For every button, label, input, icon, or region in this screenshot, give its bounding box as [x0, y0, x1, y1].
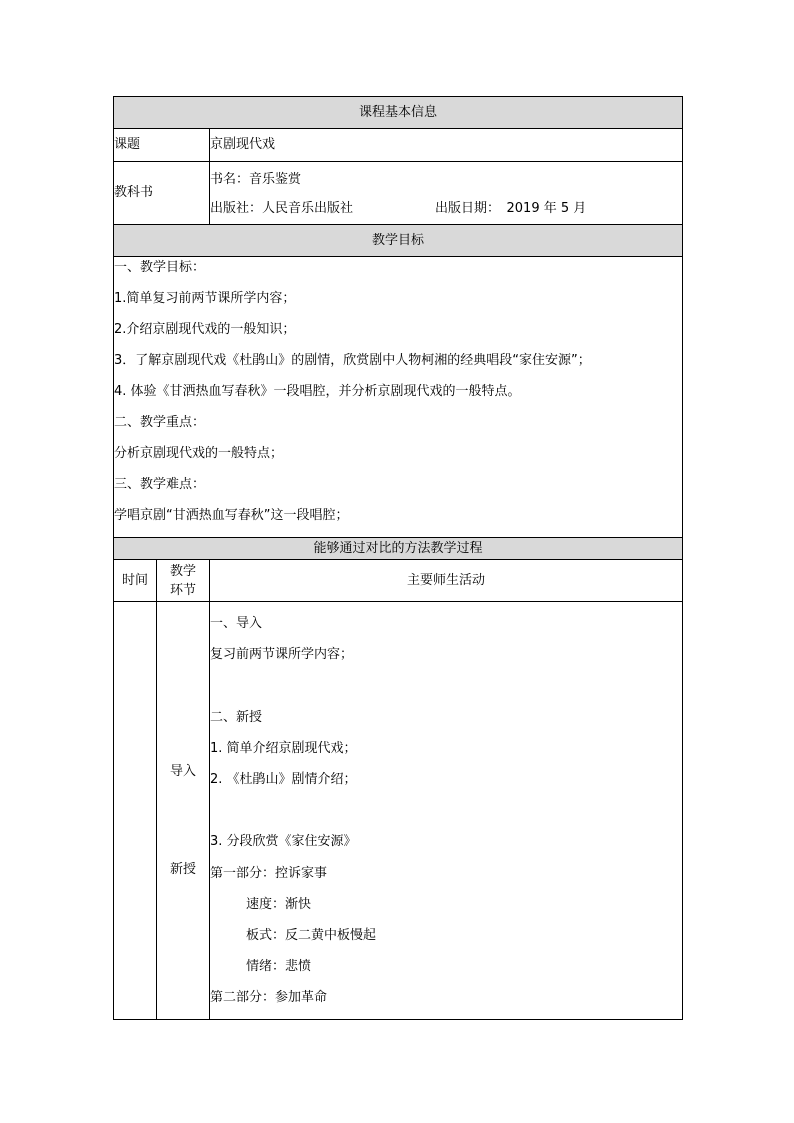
topic-value: 京剧现代戏 [210, 129, 683, 162]
objective-line: 3．了解京剧现代戏《杜鹃山》的剧情，欣赏剧中人物柯湘的经典唱段“家住安源”； [114, 353, 591, 368]
objective-line: 2.介绍京剧现代戏的一般知识； [114, 322, 296, 337]
objectives-header: 教学目标 [114, 225, 683, 257]
activity-blank [210, 801, 682, 832]
activity-line: 第二部分：参加革命 [210, 990, 328, 1006]
lesson-plan-table [113, 96, 683, 1020]
book-name: 书名：音乐鉴赏 [210, 171, 302, 187]
col-activity-header: 主要师生活动 [210, 560, 683, 602]
objectives-row [114, 257, 683, 538]
topic-label: 课题 [114, 129, 210, 162]
publisher: 出版社：人民音乐出版社 [210, 200, 354, 216]
step-new: 新授 [169, 862, 196, 878]
textbook-row [114, 162, 683, 225]
activity-line: 情绪：悲愤 [246, 959, 312, 975]
basic-info-header-row [114, 97, 683, 129]
col-time-header: 时间 [114, 560, 157, 602]
activity-content [210, 602, 682, 1019]
basic-info-header: 课程基本信息 [114, 97, 683, 129]
objective-line: 4. 体验《甘洒热血写春秋》一段唱腔，并分析京剧现代戏的一般特点。 [114, 384, 521, 399]
objective-line: 分析京剧现代戏的一般特点； [114, 446, 284, 461]
topic-row [114, 129, 683, 162]
activity-line: 3. 分段欣赏《家住安源》 [210, 834, 357, 850]
objective-line: 学唱京剧“甘洒热血写春秋”这一段唱腔； [114, 508, 349, 523]
objective-line: 1.简单复习前两节课所学内容； [114, 291, 296, 306]
activity-line: 一、导入 [210, 616, 263, 631]
col-step-label: 教学环节 [169, 563, 196, 598]
activity-cell [210, 602, 683, 1020]
steps-cell [157, 602, 210, 1020]
activity-line: 第一部分：控诉家事 [210, 865, 328, 881]
publish-date: 出版日期： 2019 年 5 月 [435, 200, 587, 216]
step-intro: 导入 [169, 764, 196, 780]
activity-line: 复习前两节课所学内容； [210, 647, 354, 663]
activity-line: 2. 《杜鹃山》剧情介绍； [210, 771, 357, 787]
time-cell [114, 602, 157, 1020]
textbook-details [210, 162, 683, 225]
activity-line: 1. 简单介绍京剧现代戏； [210, 740, 357, 756]
activity-blank [210, 676, 682, 707]
activity-line: 板式：反二黄中板慢起 [246, 927, 377, 943]
objective-line: 二、教学重点： [114, 415, 206, 430]
objectives-header-row [114, 225, 683, 257]
objectives-content [114, 257, 683, 538]
process-header-row [114, 538, 683, 560]
activity-line: 速度：渐快 [246, 896, 312, 912]
process-columns-row [114, 560, 683, 602]
objective-line: 一、教学目标： [114, 260, 206, 275]
process-body-row [114, 602, 683, 1020]
publisher-row [210, 195, 682, 223]
process-header: 能够通过对比的方法教学过程 [114, 538, 683, 560]
textbook-label: 教科书 [114, 162, 210, 225]
activity-line: 二、新授 [210, 709, 263, 725]
col-step-header [157, 560, 210, 602]
objective-line: 三、教学难点： [114, 477, 206, 492]
